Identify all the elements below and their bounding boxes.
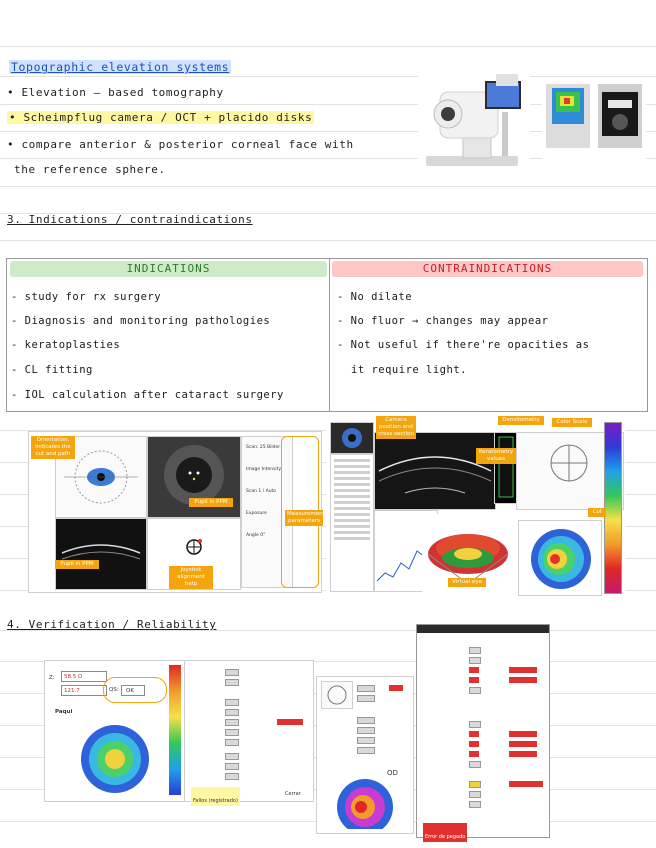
indication-item: - Diagnosis and monitoring pathologies <box>11 315 271 327</box>
contraindication-item: - No dilate <box>337 291 413 303</box>
tag-pupil: Pupil in PPM <box>189 498 233 507</box>
error-bottom-label: Error de pegado <box>423 823 467 842</box>
field-z[interactable]: 58.5 D <box>61 671 107 682</box>
label-paqui: Paqui <box>55 709 73 715</box>
tag-virtual-eye: Virtual eye <box>448 578 486 587</box>
indication-item: - IOL calculation after cataract surgery <box>11 389 284 401</box>
tag-pupil: Pupil in PPM <box>55 560 99 569</box>
errors-label: Fallos (registrado) <box>191 787 240 806</box>
tag-keratometry: Keratometry values <box>476 448 516 464</box>
bullet-compare: • compare anterior & posterior corneal face with <box>7 138 354 151</box>
qs-panel-figure <box>44 660 186 802</box>
pachymetry-map <box>65 721 165 797</box>
pentacam-interface-figure <box>28 431 325 593</box>
indications-header: INDICATIONS <box>10 261 327 277</box>
contraindication-item: - No fluor → changes may appear <box>337 315 549 327</box>
tag-joystick: Joystick alignment help <box>169 566 213 589</box>
cross-section-panel <box>374 432 496 510</box>
pentacam-overview-figure <box>326 416 626 594</box>
device-photo-2 <box>542 78 646 164</box>
section-title: 3. Indications / contraindications <box>7 213 253 226</box>
tag-orientation: Orientation, indicates the cut and path <box>31 436 75 459</box>
parameters-panel: Scan: 25 Bilder Image Intensity Scan 1 / Auto Exposure Angle 0° <box>241 436 293 588</box>
od-map-figure <box>316 676 414 834</box>
section-title: 4. Verification / Reliability <box>7 618 217 631</box>
tag-camera: Camera position and cross section <box>376 416 416 439</box>
color-map-panel <box>518 520 602 596</box>
camera-thumb <box>330 422 374 454</box>
mini-eye <box>321 681 353 709</box>
od-label: OD <box>387 769 398 777</box>
color-scale-bar <box>604 422 622 594</box>
indications-table <box>6 258 648 412</box>
value-list <box>330 454 374 592</box>
label-z: Z: <box>49 675 55 681</box>
tag-color-scale: Color Scale <box>552 418 592 427</box>
bullet-elevation: • Elevation – based tomography <box>7 86 224 99</box>
indication-item: - keratoplasties <box>11 339 121 351</box>
field-qs[interactable]: OK <box>121 685 145 696</box>
section-title: Topographic elevation systems <box>11 60 230 74</box>
bullet-compare-cont: the reference sphere. <box>14 163 166 176</box>
label-qs: QS: <box>109 687 119 693</box>
qs-highlight <box>103 677 167 703</box>
field-x[interactable]: 121.7 <box>61 685 107 696</box>
tag-col: Col <box>588 508 606 517</box>
indication-item: - study for rx surgery <box>11 291 162 303</box>
error-list-figure <box>184 660 314 802</box>
device-photo-1 <box>418 70 530 178</box>
pachy-color-scale <box>169 665 181 795</box>
tag-measurement: Measurement parameters <box>287 511 325 524</box>
slit-image-panel <box>55 518 147 590</box>
close-link[interactable]: Cerrar <box>285 791 301 797</box>
tag-densitometry: Densitometry <box>498 416 544 425</box>
contraindication-item: - Not useful if there're opacities as <box>337 339 590 351</box>
contraindication-item: it require light. <box>351 364 467 376</box>
error-window-figure <box>416 624 550 838</box>
bullet-scheimpflug: • Scheimpflug camera / OCT + placido disks <box>9 111 313 124</box>
od-color-map <box>323 777 407 829</box>
densitometry-panel <box>494 432 518 504</box>
window-titlebar <box>417 625 549 633</box>
indication-item: - CL fitting <box>11 364 93 376</box>
contraindications-header: CONTRAINDICATIONS <box>332 261 643 277</box>
